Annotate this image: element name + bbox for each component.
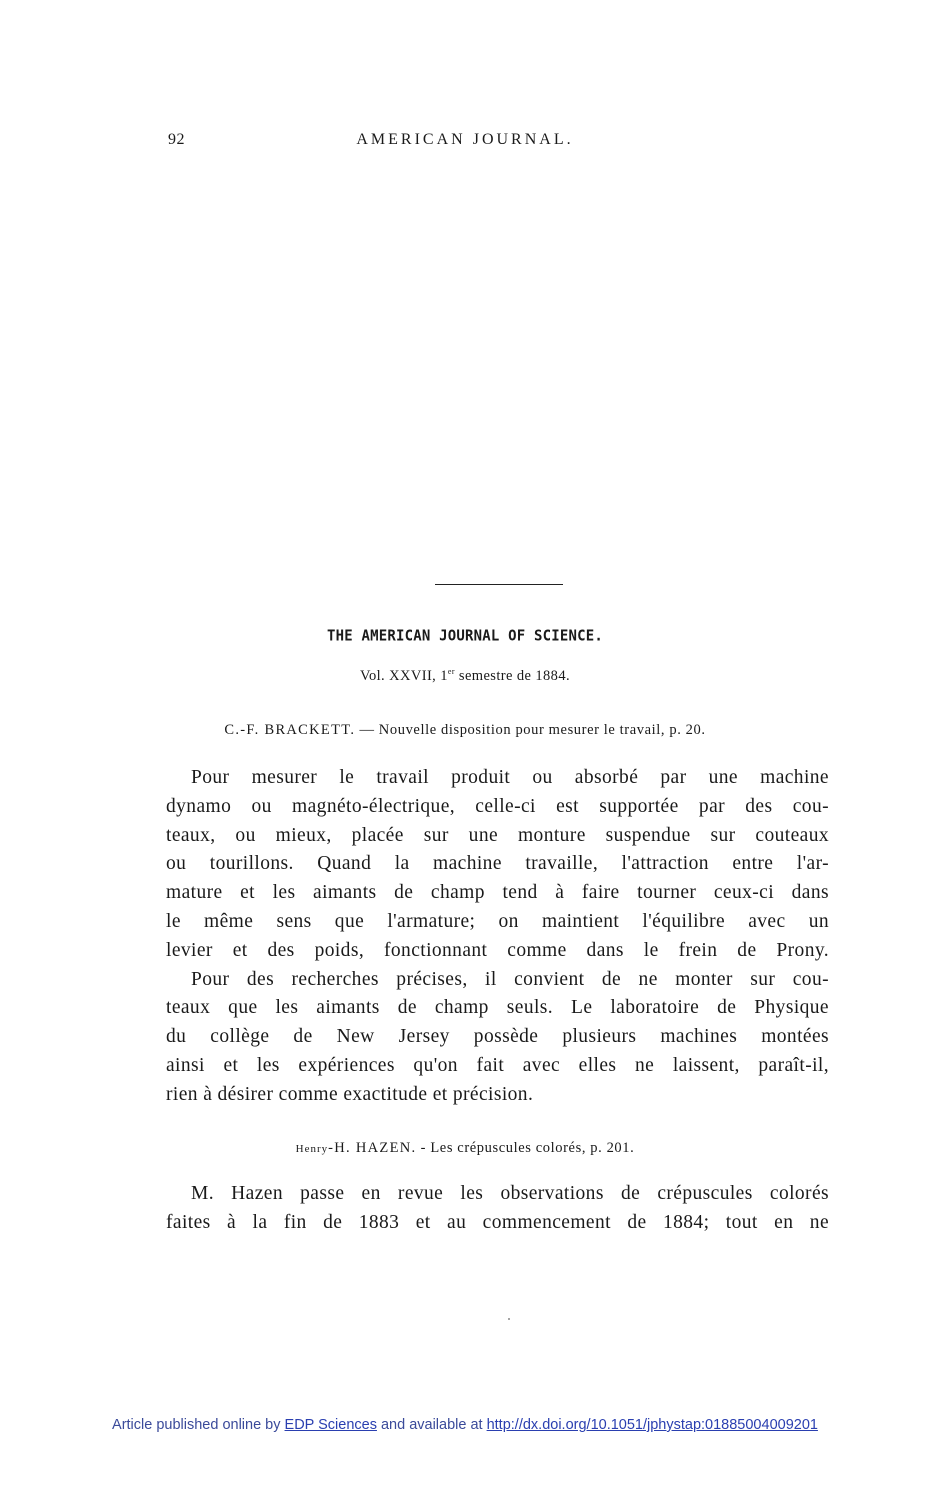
page-speck	[508, 1318, 510, 1320]
article1-p1-line: Pour mesurer le travail produit ou absorbé par une machine	[191, 767, 829, 788]
article1-author: C.-F. BRACKETT.	[224, 722, 356, 738]
article1-heading	[0, 722, 930, 739]
article1-p1-line: levier et des poids, fonctionnant comme dans le frein de Prony.	[166, 939, 829, 961]
article1-p2-line: teaux que les aimants de champ seuls. Le laboratoire de Physique	[166, 997, 829, 1019]
publication-footer	[0, 1417, 930, 1433]
footer-middle: and available at	[376, 1417, 487, 1433]
article1-p1-line: mature et les aimants de champ tend à faire tourner ceux-ci dans	[166, 882, 829, 904]
volume-suffix: semestre de 1884.	[454, 668, 571, 684]
article2-author: -H. HAZEN.	[328, 1140, 417, 1156]
article1-title: — Nouvelle disposition pour mesurer le travail, p. 20.	[355, 722, 706, 738]
article1-p2-line: rien à désirer comme exactitude et précision.	[166, 1083, 534, 1105]
article1-p2-line: du collège de New Jersey possède plusieurs machines montées	[166, 1026, 829, 1048]
journal-title: THE AMERICAN JOURNAL OF SCIENCE.	[326, 627, 604, 645]
article2-heading	[0, 1140, 930, 1157]
article1-p1-line: ou tourillons. Quand la machine travaille, l'attraction entre l'ar-	[166, 853, 829, 875]
article2-body	[166, 1180, 829, 1238]
running-head: AMERICAN JOURNAL.	[356, 131, 574, 148]
footer-prefix: Article published online by	[112, 1417, 285, 1433]
article2-line: faites à la fin de 1883 et au commencement de 1884; tout en ne	[166, 1211, 829, 1233]
page-number: 92	[168, 131, 185, 148]
volume-line	[0, 667, 930, 685]
article1-p2-line: ainsi et les expériences qu'on fait avec elles ne laissent, paraît-il,	[166, 1054, 829, 1076]
volume-prefix: Vol. XXVII, 1	[359, 668, 448, 684]
section-divider-rule	[435, 584, 563, 585]
article2-author-first: Henry	[295, 1143, 329, 1155]
article2-line: M. Hazen passe en revue les observations de crépuscules colorés	[191, 1183, 829, 1204]
doi-link[interactable]: http://dx.doi.org/10.1051/jphystap:01885004009201	[486, 1417, 818, 1433]
article2-title: - Les crépuscules colorés, p. 201.	[416, 1140, 635, 1156]
article1-p1-line: le même sens que l'armature; on maintient l'équilibre avec un	[166, 910, 829, 932]
article1-p2-line: Pour des recherches précises, il convient de ne monter sur cou-	[191, 968, 829, 990]
volume-superscript: er	[447, 667, 455, 676]
article1-p1-line: teaux, ou mieux, placée sur une monture suspendue sur couteaux	[166, 824, 829, 846]
article1-body	[166, 764, 829, 1110]
publisher-link[interactable]: EDP Sciences	[284, 1417, 377, 1433]
article1-p1-line: dynamo ou magnéto-électrique, celle-ci est supportée par des cou-	[166, 795, 829, 817]
